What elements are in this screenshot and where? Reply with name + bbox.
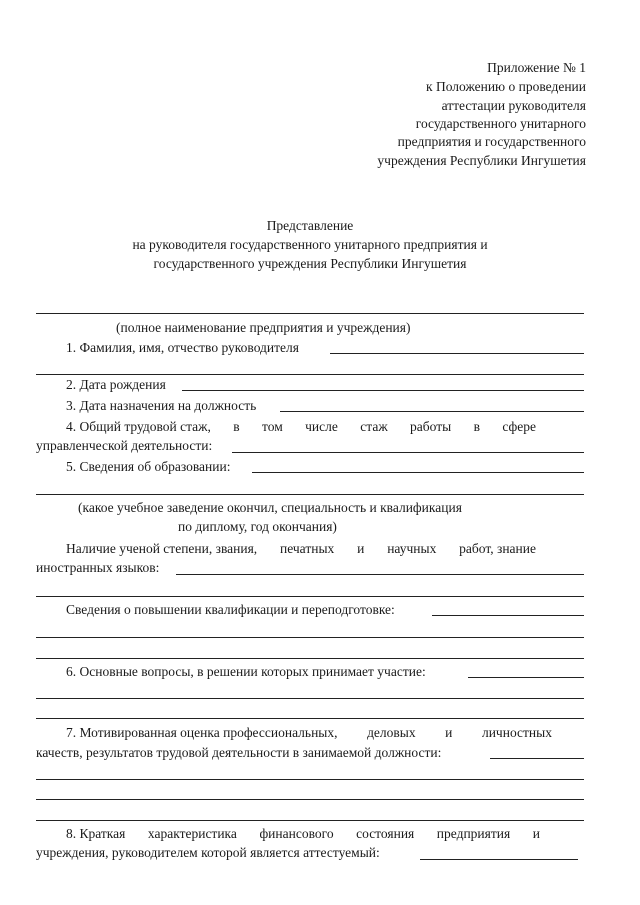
degree-label-line2: иностранных языков: bbox=[36, 560, 160, 575]
item1-line[interactable] bbox=[330, 353, 584, 354]
item4-word: том bbox=[262, 419, 283, 434]
item5-line-2[interactable] bbox=[36, 494, 584, 495]
item4-word: сфере bbox=[502, 419, 536, 434]
item7-line-2[interactable] bbox=[36, 779, 584, 780]
item6-label: 6. Основные вопросы, в решении которых принимает участие: bbox=[66, 664, 426, 679]
item7-line-3[interactable] bbox=[36, 799, 584, 800]
education-caption: (какое учебное заведение окончил, специальность и квалификация bbox=[78, 500, 462, 515]
training-label: Сведения о повышении квалификации и переподготовке: bbox=[66, 602, 395, 617]
item7-line-4[interactable] bbox=[36, 820, 584, 821]
degree-word: Наличие ученой степени, звания, bbox=[66, 541, 258, 556]
item4-word: в bbox=[233, 419, 240, 434]
item4-label bbox=[66, 419, 536, 435]
item1-label: 1. Фамилия, имя, отчество руководителя bbox=[66, 340, 299, 355]
education-caption: по диплому, год окончания) bbox=[178, 519, 337, 534]
degree-label bbox=[66, 541, 536, 557]
item7-word: 7. Мотивированная оценка профессиональных, bbox=[66, 725, 338, 740]
item5-line[interactable] bbox=[252, 472, 584, 473]
item4-line[interactable] bbox=[232, 452, 584, 453]
appendix-line: аттестации руководителя bbox=[441, 98, 586, 113]
degree-word: работ, знание bbox=[459, 541, 536, 556]
item8-word: характеристика bbox=[147, 826, 237, 841]
degree-word: печатных bbox=[280, 541, 335, 556]
item7-word: личностных bbox=[481, 725, 552, 740]
item6-line-3[interactable] bbox=[36, 718, 584, 719]
document-title: Представление bbox=[266, 218, 354, 233]
item4-word: числе bbox=[305, 419, 338, 434]
org-name-line[interactable] bbox=[36, 313, 584, 314]
item3-line[interactable] bbox=[280, 411, 584, 412]
item7-label bbox=[66, 725, 552, 741]
item5-label: 5. Сведения об образовании: bbox=[66, 459, 231, 474]
item4-word: в bbox=[473, 419, 480, 434]
item2-label: 2. Дата рождения bbox=[66, 377, 166, 392]
appendix-line: предприятия и государственного bbox=[397, 134, 586, 149]
degree-line-2[interactable] bbox=[36, 596, 584, 597]
item8-word: предприятия bbox=[436, 826, 511, 841]
appendix-number: Приложение № 1 bbox=[487, 60, 586, 75]
item8-word: и bbox=[532, 826, 540, 841]
document-subtitle: государственного учреждения Республики Ингушетия bbox=[153, 256, 467, 271]
item8-line[interactable] bbox=[420, 859, 578, 860]
item3-label: 3. Дата назначения на должность bbox=[66, 398, 257, 413]
item8-label bbox=[66, 826, 540, 842]
item8-label-line2: учреждения, руководителем которой является аттестуемый: bbox=[36, 845, 380, 860]
appendix-line: государственного унитарного bbox=[415, 116, 586, 131]
item7-label-line2: качеств, результатов трудовой деятельности в занимаемой должности: bbox=[36, 745, 442, 760]
item6-line-2[interactable] bbox=[36, 698, 584, 699]
document-subtitle: на руководителя государственного унитарного предприятия и bbox=[132, 237, 488, 252]
item8-word: состояния bbox=[356, 826, 415, 841]
training-line[interactable] bbox=[432, 615, 584, 616]
item7-word: деловых bbox=[367, 725, 416, 740]
item4-word: работы bbox=[410, 419, 452, 434]
item2-line[interactable] bbox=[182, 390, 584, 391]
training-line-3[interactable] bbox=[36, 658, 584, 659]
item7-line[interactable] bbox=[490, 758, 584, 759]
degree-word: и bbox=[357, 541, 365, 556]
item4-word: 4. Общий трудовой стаж, bbox=[66, 419, 211, 434]
item4-label-line2: управленческой деятельности: bbox=[36, 438, 213, 453]
item1-line-2[interactable] bbox=[36, 374, 584, 375]
org-name-caption: (полное наименование предприятия и учреждения) bbox=[116, 320, 411, 335]
degree-word: научных bbox=[387, 541, 437, 556]
item7-word: и bbox=[445, 725, 453, 740]
appendix-line: учреждения Республики Ингушетия bbox=[377, 153, 586, 168]
item8-word: финансового bbox=[259, 826, 334, 841]
degree-line[interactable] bbox=[176, 574, 584, 575]
item6-line[interactable] bbox=[468, 677, 584, 678]
item8-word: 8. Краткая bbox=[66, 826, 126, 841]
item4-word: стаж bbox=[360, 419, 388, 434]
training-line-2[interactable] bbox=[36, 637, 584, 638]
appendix-line: к Положению о проведении bbox=[426, 79, 586, 94]
